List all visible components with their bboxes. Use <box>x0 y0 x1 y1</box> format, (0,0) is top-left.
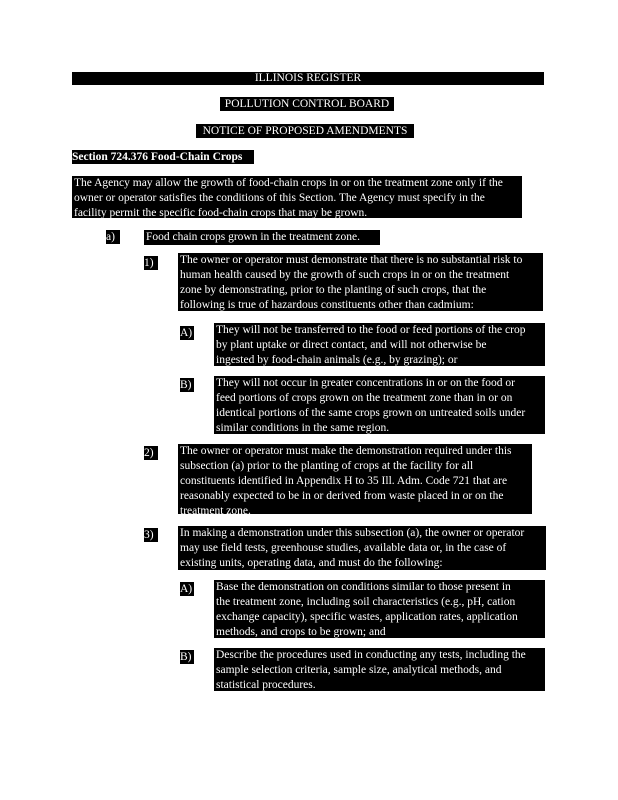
text-line: zone by demonstrating, prior to the planting of such crops, that the <box>180 284 487 296</box>
item-1-text <box>178 253 543 311</box>
item-2-text <box>178 444 532 517</box>
item-1A-label: A) <box>180 327 193 339</box>
text-line: Describe the procedures used in conducting any tests, including the <box>216 649 526 661</box>
item-1B-label: B) <box>180 378 194 392</box>
item-3-text <box>178 526 546 570</box>
text-line: reasonably expected to be in or derived from waste placed in or on the <box>180 490 504 502</box>
text-line: Base the demonstration on conditions similar to those present in <box>216 581 511 593</box>
text-line: exchange capacity), specific wastes, application rates, application <box>216 611 518 623</box>
notice-title: NOTICE OF PROPOSED AMENDMENTS <box>196 124 414 138</box>
text-line: They will not occur in greater concentrations in or on the food or <box>216 377 515 389</box>
text-line: by plant uptake or direct contact, and will not otherwise be <box>216 339 487 351</box>
text-line: similar conditions in the same region. <box>216 422 390 434</box>
item-2-label: 2) <box>144 446 158 460</box>
item-3-label: 3) <box>144 528 158 542</box>
section-intro <box>72 176 522 218</box>
item-3B-label: B) <box>180 650 194 664</box>
item-1A-text <box>214 323 545 366</box>
text-line: treatment zone. <box>180 505 251 517</box>
text-line: sample selection criteria, sample size, analytical methods, and <box>216 664 502 676</box>
item-3B-text <box>214 648 545 691</box>
text-line: ingested by food-chain animals (e.g., by grazing); or <box>216 354 458 366</box>
board-title: POLLUTION CONTROL BOARD <box>220 97 394 111</box>
intro-line: owner or operator satisfies the conditions of this Section. The Agency must specify in the <box>74 192 485 204</box>
text-line: They will not be transferred to the food or feed portions of the crop <box>216 324 526 336</box>
section-heading: Section 724.376 Food-Chain Crops <box>72 150 254 164</box>
subsection-a-label: a) <box>106 230 120 244</box>
item-3A-label: A) <box>180 583 193 595</box>
text-line: human health caused by the growth of such crops in or on the treatment <box>180 269 510 281</box>
register-title: ILLINOIS REGISTER <box>72 72 544 85</box>
item-1B-text <box>214 376 545 434</box>
text-line: the treatment zone, including soil characteristics (e.g., pH, cation <box>216 596 516 608</box>
text-line: feed portions of crops grown on the treatment zone than in or on <box>216 392 513 404</box>
intro-line: The Agency may allow the growth of food-chain crops in or on the treatment zone only if the <box>74 177 503 189</box>
text-line: The owner or operator must demonstrate that there is no substantial risk to <box>180 254 523 266</box>
text-line: In making a demonstration under this subsection (a), the owner or operator <box>180 527 525 539</box>
intro-line: facility permit the specific food-chain crops that may be grown. <box>74 207 368 219</box>
item-3A-text <box>214 580 545 638</box>
item-1-label: 1) <box>144 256 158 270</box>
text-line: existing units, operating data, and must do the following: <box>180 557 443 569</box>
subsection-a-text: Food chain crops grown in the treatment zone. <box>144 230 380 245</box>
text-line: methods, and crops to be grown; and <box>216 626 386 638</box>
text-line: constituents identified in Appendix H to 35 Ill. Adm. Code 721 that are <box>180 475 508 487</box>
text-line: The owner or operator must make the demonstration required under this <box>180 445 512 457</box>
text-line: subsection (a) prior to the planting of crops at the facility for all <box>180 460 474 472</box>
text-line: identical portions of the same crops grown on untreated soils under <box>216 407 526 419</box>
text-line: may use field tests, greenhouse studies, available data or, in the case of <box>180 542 507 554</box>
text-line: statistical procedures. <box>216 679 316 691</box>
text-line: following is true of hazardous constituents other than cadmium: <box>180 299 474 311</box>
